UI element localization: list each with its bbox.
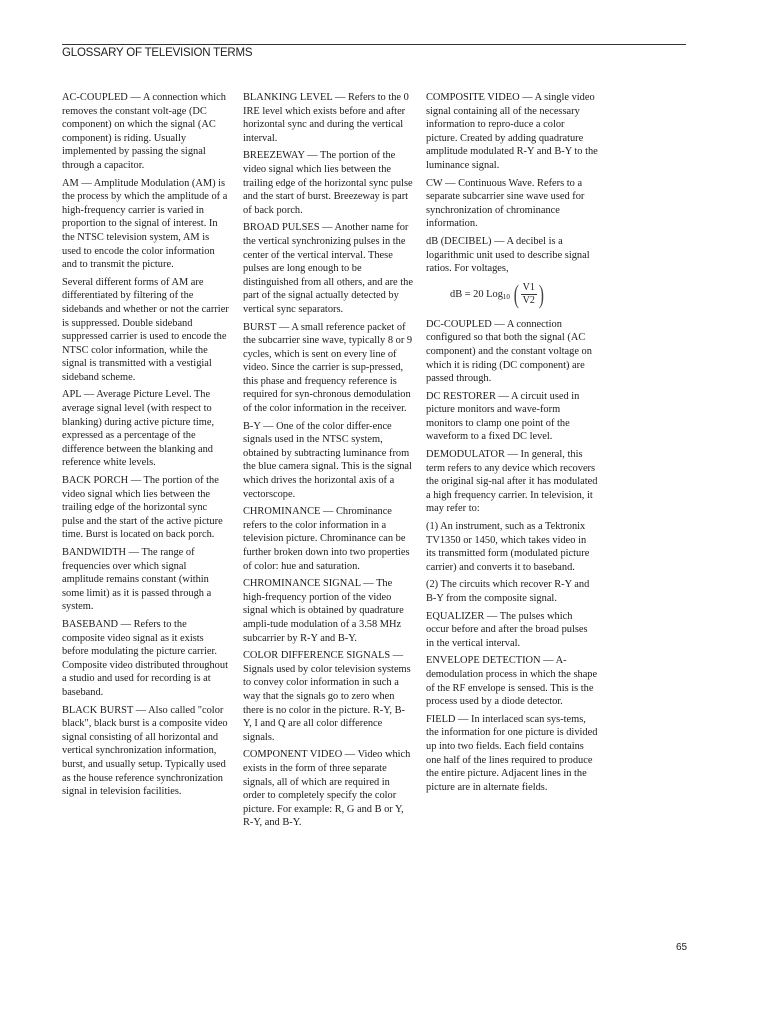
formula-lhs: dB = 20 Log xyxy=(450,288,503,300)
glossary-entry: COLOR DIFFERENCE SIGNALS — Signals used by color television systems to convey color information in such a way that the signals go to zero when there is no color in the picture. R-Y, B-Y, I and Q are all color difference signals. xyxy=(243,650,411,743)
glossary-entry: DEMODULATOR — In general, this term refers to any device which recovers the original sig-nal after it has modulated a high frequency carrier. In television, it may refer to: xyxy=(426,449,598,515)
glossary-entry: COMPONENT VIDEO — Video which exists in the form of three separate signals, all of which are required in order to completely specify the color picture. For example: R, G and B or Y, R-Y, and B-Y. xyxy=(243,749,411,829)
formula-numerator: V1 xyxy=(522,282,535,294)
glossary-entry: B-Y — One of the color differ-ence signals used in the NTSC system, obtained by subtracting luminance from the blue camera signal. This is the signal which drives the horizontal axis of a vectorscope. xyxy=(243,420,412,500)
left-paren: ( xyxy=(513,279,519,309)
glossary-entry: BANDWIDTH — The range of frequencies over which signal amplitude remains constant (within some limit) as it is passed through a system. xyxy=(62,547,212,613)
glossary-entry: AC-COUPLED — A connection which removes the constant volt-age (DC component) on which the signal (AC component) is riding. Usually implemented by passing the signal through a capacitor. xyxy=(62,92,226,171)
glossary-entry: Several different forms of AM are differentiated by filtering of the sidebands and whether or not the carrier is suppressed. Double sideband suppressed carrier is used to encode the NTSC color information, while the signal is transmitted with a vestigial sideband scheme. xyxy=(62,276,229,383)
glossary-entry: (1) An instrument, such as a Tektronix TV1350 or 1450, which takes video in its transmitted form (modulated picture carrier) and converts it to baseband. xyxy=(426,521,590,573)
glossary-entry: ENVELOPE DETECTION — A-demodulation process in which the shape of the RF envelope is sensed. This is the process used by a diode detector. xyxy=(426,655,598,708)
glossary-entry: BLACK BURST — Also called "color black", black burst is a composite video signal consisting of all horizontal and vertical synchronization information, burst, and usually setup. Typically used as the house reference synchronization signal in television facilities. xyxy=(62,704,228,798)
glossary-entry: CHROMINANCE — Chrominance refers to the color information in a television picture. Chrominance can be further broken down into two properties of color: hue and saturation. xyxy=(243,506,410,572)
right-paren: ) xyxy=(538,279,544,309)
header-rule xyxy=(62,44,686,45)
formula-fraction xyxy=(521,282,537,307)
glossary-entry: BACK PORCH — The portion of the video signal which lies between the trailing edge of the horizontal sync pulse and the start of the active picture time. Burst is located on back porch. xyxy=(62,475,223,541)
glossary-column-3 xyxy=(426,91,598,798)
glossary-entry: APL — Average Picture Level. The average signal level (with respect to blanking) during active picture time, expressed as a percentage of the difference between the blanking and reference white levels. xyxy=(62,389,215,469)
glossary-entry: CHROMINANCE SIGNAL — The high-frequency portion of the video signal which is obtained by quadrature ampli-tude modulation of a 3.58 MHz subcarrier by R-Y and B-Y. xyxy=(243,578,404,644)
formula-denominator: V2 xyxy=(522,295,535,307)
glossary-entry: BROAD PULSES — Another name for the vertical synchronizing pulses in the center of the vertical interval. These pulses are long enough to be distinguished from all others, and are the part of the signal actually detected by vertical sync separators. xyxy=(243,222,413,315)
decibel-formula xyxy=(450,280,598,310)
glossary-entry: BLANKING LEVEL — Refers to the 0 IRE level which exists before and after horizontal sync and during the vertical interval. xyxy=(243,92,409,144)
glossary-entry: DC-COUPLED — A connection configured so that both the signal (AC component) and the constant voltage on which it is riding (DC component) are passed through. xyxy=(426,318,592,385)
formula-log-base: 10 xyxy=(502,292,510,301)
glossary-entry: dB (DECIBEL) — A decibel is a logarithmic unit used to describe signal ratios. For voltages, xyxy=(426,235,590,275)
glossary-entry: (2) The circuits which recover R-Y and B-Y from the composite signal. xyxy=(426,579,590,604)
glossary-entry: CW — Continuous Wave. Refers to a separate subcarrier sine wave used for synchronization of chrominance information. xyxy=(426,177,585,230)
page-number: 65 xyxy=(676,942,688,953)
glossary-entry: BASEBAND — Refers to the composite video signal as it exists before modulating the picture carrier. Composite video distributed throughout a studio and used for recording is at baseband. xyxy=(62,618,228,698)
glossary-entry: EQUALIZER — The pulses which occur before and after the broad pulses in the vertical interval. xyxy=(426,610,588,649)
glossary-column-2 xyxy=(243,91,413,834)
glossary-entry: BREEZEWAY — The portion of the video signal which lies between the trailing edge of the horizontal sync pulse and the start of burst. Breezeway is part of back porch. xyxy=(243,150,413,216)
page-title: GLOSSARY OF TELEVISION TERMS xyxy=(62,47,253,59)
glossary-entry: FIELD — In interlaced scan sys-tems, the information for one picture is divided up into two fields. Each field contains one half of the lines required to produce the entire picture. Adjacent lines in the picture are in alternate fields. xyxy=(426,713,598,793)
glossary-column-1 xyxy=(62,91,230,803)
glossary-entry: COMPOSITE VIDEO — A single video signal containing all of the necessary information to repro-duce a color picture. Created by adding quadrature amplitude modulated R-Y and B-Y to the luminance signal. xyxy=(426,92,598,171)
glossary-entry: BURST — A small reference packet of the subcarrier sine wave, typically 8 or 9 cycles, which is sent on every line of video. Since the carrier is sup-pressed, this phase and frequency reference is required for syn-chronous demodulation of the color information in the receiver. xyxy=(243,321,413,415)
glossary-entry: AM — Amplitude Modulation (AM) is the process by which the amplitude of a high-frequency carrier is varied in proportion to the signal of interest. In the NTSC television system, AM is used to encode the color information and to transmit the picture. xyxy=(62,177,228,271)
glossary-entry: DC RESTORER — A circuit used in picture monitors and wave-form monitors to clamp one point of the waveform to a fixed DC level. xyxy=(426,390,580,443)
